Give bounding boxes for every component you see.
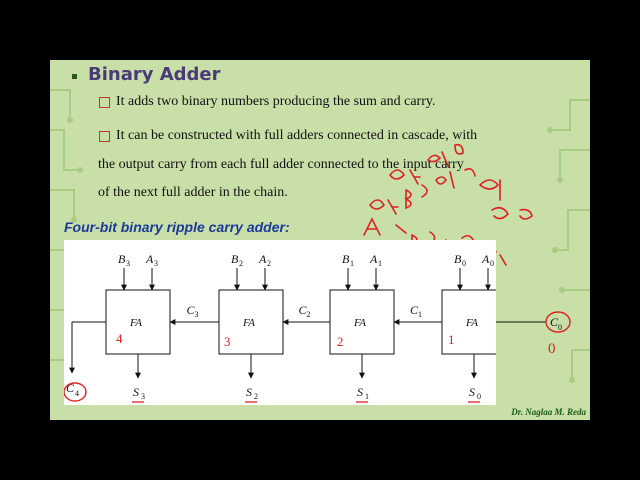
sum-index: 2: [254, 392, 258, 401]
sum-label: S: [357, 385, 363, 399]
figure-title: Four-bit binary ripple carry adder:: [64, 219, 290, 235]
input-b-index: 3: [126, 259, 130, 268]
point-2-line-3: of the next full adder in the chain.: [98, 185, 288, 200]
carry-index: 3: [194, 310, 199, 319]
carry-in-label: C: [550, 315, 559, 329]
point-2-line-1: It can be constructed with full adders connected in cascade, with: [116, 128, 478, 143]
input-a-index: 2: [267, 259, 271, 268]
carry-index: 2: [306, 310, 311, 319]
carry-label: C: [186, 303, 195, 317]
full-adder-label: FA: [130, 317, 143, 329]
annotation-digit: 3: [224, 334, 231, 349]
annotation-digit: 4: [116, 331, 123, 346]
carry-index: 1: [418, 310, 422, 319]
input-a-label: A: [370, 252, 378, 266]
sum-index: 3: [141, 392, 145, 401]
input-b-index: 0: [462, 259, 466, 268]
carry-in-index: 0: [558, 323, 562, 332]
point-1: It adds two binary numbers producing the sum and carry.: [116, 94, 436, 109]
ripple-carry-adder-diagram: [64, 240, 496, 405]
annotation-digit: 2: [337, 334, 344, 349]
input-a-label: A: [482, 252, 490, 266]
point-2-line-2: the output carry from each full adder connected to the input carry: [98, 157, 464, 172]
annotation-digit: 1: [448, 332, 455, 347]
full-adder-label: FA: [466, 317, 479, 329]
full-adder-label: FA: [243, 317, 256, 329]
input-b-label: B: [231, 252, 239, 266]
input-a-index: 0: [490, 259, 494, 268]
input-a-label: A: [259, 252, 267, 266]
sum-label: S: [246, 385, 252, 399]
adder-circuit: [64, 240, 496, 405]
carry-label: C: [410, 303, 419, 317]
author-signature: Dr. Naglaa M. Reda: [511, 407, 586, 417]
checkbox-bullet-icon: [99, 131, 110, 142]
slide-title: Binary Adder: [88, 64, 221, 85]
sum-index: 0: [477, 392, 481, 401]
input-a-index: 1: [378, 259, 382, 268]
annotation-digit: 0: [548, 341, 556, 357]
input-b-label: B: [454, 252, 462, 266]
input-b-index: 2: [239, 259, 243, 268]
full-adder-label: FA: [354, 317, 367, 329]
carry-in-area: [496, 240, 590, 370]
input-a-label: A: [146, 252, 154, 266]
title-bullet: [72, 74, 77, 79]
carry-out-label: C: [66, 381, 75, 395]
checkbox-bullet-icon: [99, 97, 110, 108]
input-b-label: B: [342, 252, 350, 266]
input-b-label: B: [118, 252, 126, 266]
carry-out: [64, 322, 106, 401]
sum-index: 1: [365, 392, 369, 401]
carry-out-index: 4: [75, 389, 79, 398]
sum-label: S: [469, 385, 475, 399]
input-a-index: 3: [154, 259, 158, 268]
carry-label: C: [298, 303, 307, 317]
sum-label: S: [133, 385, 139, 399]
input-b-index: 1: [350, 259, 354, 268]
